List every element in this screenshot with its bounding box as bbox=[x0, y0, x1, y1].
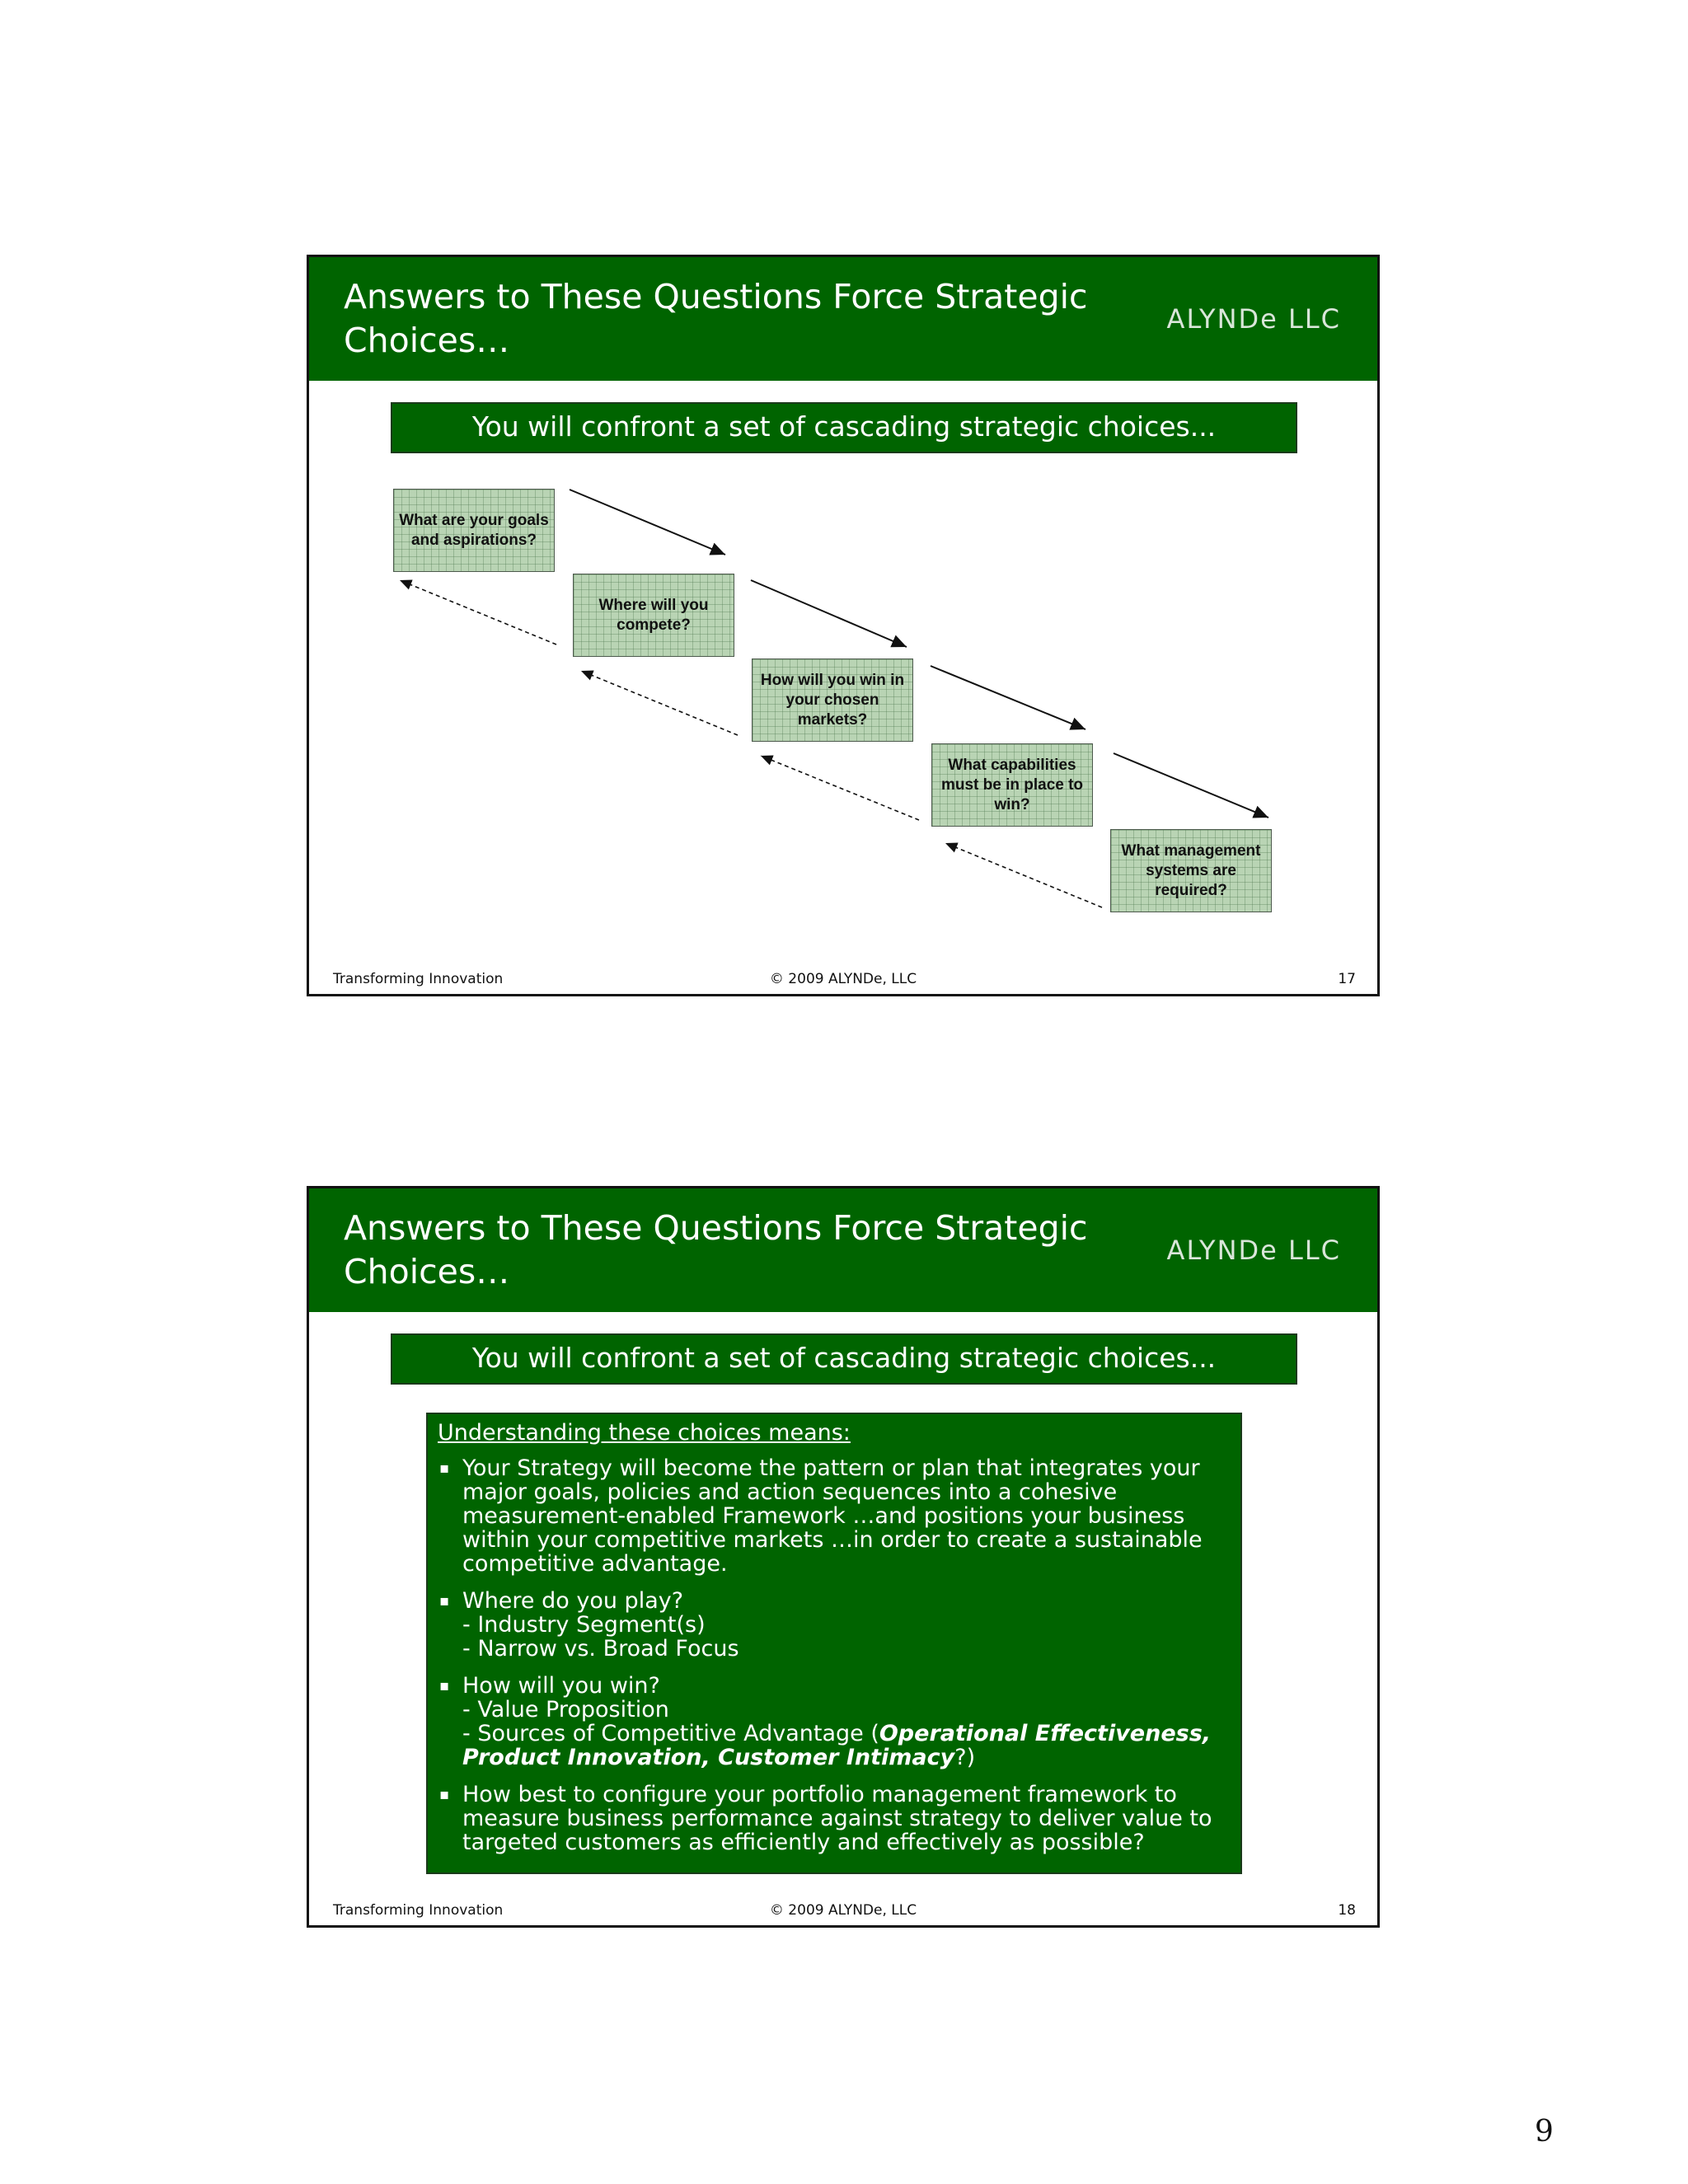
bullet-list bbox=[438, 1456, 1231, 1854]
brand-logo: ALYNDe LLC bbox=[1166, 303, 1341, 335]
sub-item-sources bbox=[462, 1722, 1231, 1769]
footer-copyright: © 2009 ALYNDe, LLC bbox=[769, 971, 917, 987]
question-management: What management systems are required? bbox=[1110, 829, 1272, 912]
bullet-text: How best to configure your portfolio management framework to measure business performance against strategy to deliver value to targeted customers as efficiently and effectively as possible? bbox=[462, 1782, 1212, 1855]
slide-header bbox=[309, 1188, 1377, 1312]
sources-emphasis: Operational Effectiveness, Product Innovation, Customer Intimacy bbox=[462, 1721, 1212, 1770]
feedback-arrow bbox=[945, 843, 1102, 907]
feedback-arrow bbox=[581, 671, 738, 735]
footer-copyright: © 2009 ALYNDe, LLC bbox=[769, 1902, 917, 1919]
slide-footer bbox=[309, 969, 1377, 994]
bullet-square-icon: ▪ bbox=[439, 1592, 450, 1610]
feedback-arrow bbox=[400, 580, 556, 644]
sub-item: - Narrow vs. Broad Focus bbox=[462, 1636, 739, 1661]
bullet-where-play bbox=[438, 1589, 1231, 1661]
bullet-text: How will you win? bbox=[462, 1673, 660, 1699]
slide-number: 17 bbox=[1338, 971, 1356, 987]
sources-suffix: ?) bbox=[954, 1745, 976, 1770]
slide-17 bbox=[307, 255, 1380, 996]
brand-logo: ALYNDe LLC bbox=[1166, 1235, 1341, 1266]
slide-footer bbox=[309, 1900, 1377, 1925]
sub-item: - Industry Segment(s) bbox=[462, 1612, 706, 1638]
slide-title: Answers to These Questions Force Strategic Choices… bbox=[344, 1208, 1088, 1291]
feedback-arrow bbox=[761, 756, 919, 820]
forward-arrow bbox=[570, 490, 725, 555]
forward-arrow bbox=[931, 666, 1085, 729]
sub-item: - Value Proposition bbox=[462, 1697, 669, 1722]
question-compete: Where will you compete? bbox=[573, 574, 734, 657]
question-goals: What are your goals and aspirations? bbox=[393, 489, 555, 572]
bullet-strategy bbox=[438, 1456, 1231, 1576]
choices-content-box bbox=[426, 1413, 1242, 1874]
content-heading: Understanding these choices means: bbox=[438, 1420, 851, 1446]
subtitle-bar: You will confront a set of cascading strategic choices... bbox=[391, 1333, 1297, 1385]
forward-arrow bbox=[751, 580, 907, 647]
subtitle-bar: You will confront a set of cascading strategic choices... bbox=[391, 402, 1297, 453]
footer-left: Transforming Innovation bbox=[333, 971, 504, 987]
question-win: How will you win in your chosen markets? bbox=[752, 658, 913, 742]
bullet-square-icon: ▪ bbox=[439, 1677, 450, 1694]
bullet-square-icon: ▪ bbox=[439, 1786, 450, 1803]
forward-arrow bbox=[1114, 753, 1268, 818]
bullet-square-icon: ▪ bbox=[439, 1460, 450, 1477]
bullet-portfolio bbox=[438, 1783, 1231, 1854]
page-number: 9 bbox=[1535, 2115, 1554, 2149]
bullet-how-win bbox=[438, 1674, 1231, 1769]
question-capabilities: What capabilities must be in place to win? bbox=[931, 743, 1093, 827]
slide-18 bbox=[307, 1186, 1380, 1928]
bullet-text: Where do you play? bbox=[462, 1588, 684, 1614]
bullet-text: Your Strategy will become the pattern or plan that integrates your major goals, policies and action sequences into a cohesive measurement-enabled Framework …and positions your business within your competitive markets …in order to create a sustainable competitive advantage. bbox=[462, 1455, 1203, 1577]
slide-number: 18 bbox=[1338, 1902, 1356, 1919]
slide-title: Answers to These Questions Force Strategic Choices… bbox=[344, 277, 1088, 360]
sources-prefix: - Sources of Competitive Advantage ( bbox=[462, 1721, 879, 1746]
footer-left: Transforming Innovation bbox=[333, 1902, 504, 1919]
